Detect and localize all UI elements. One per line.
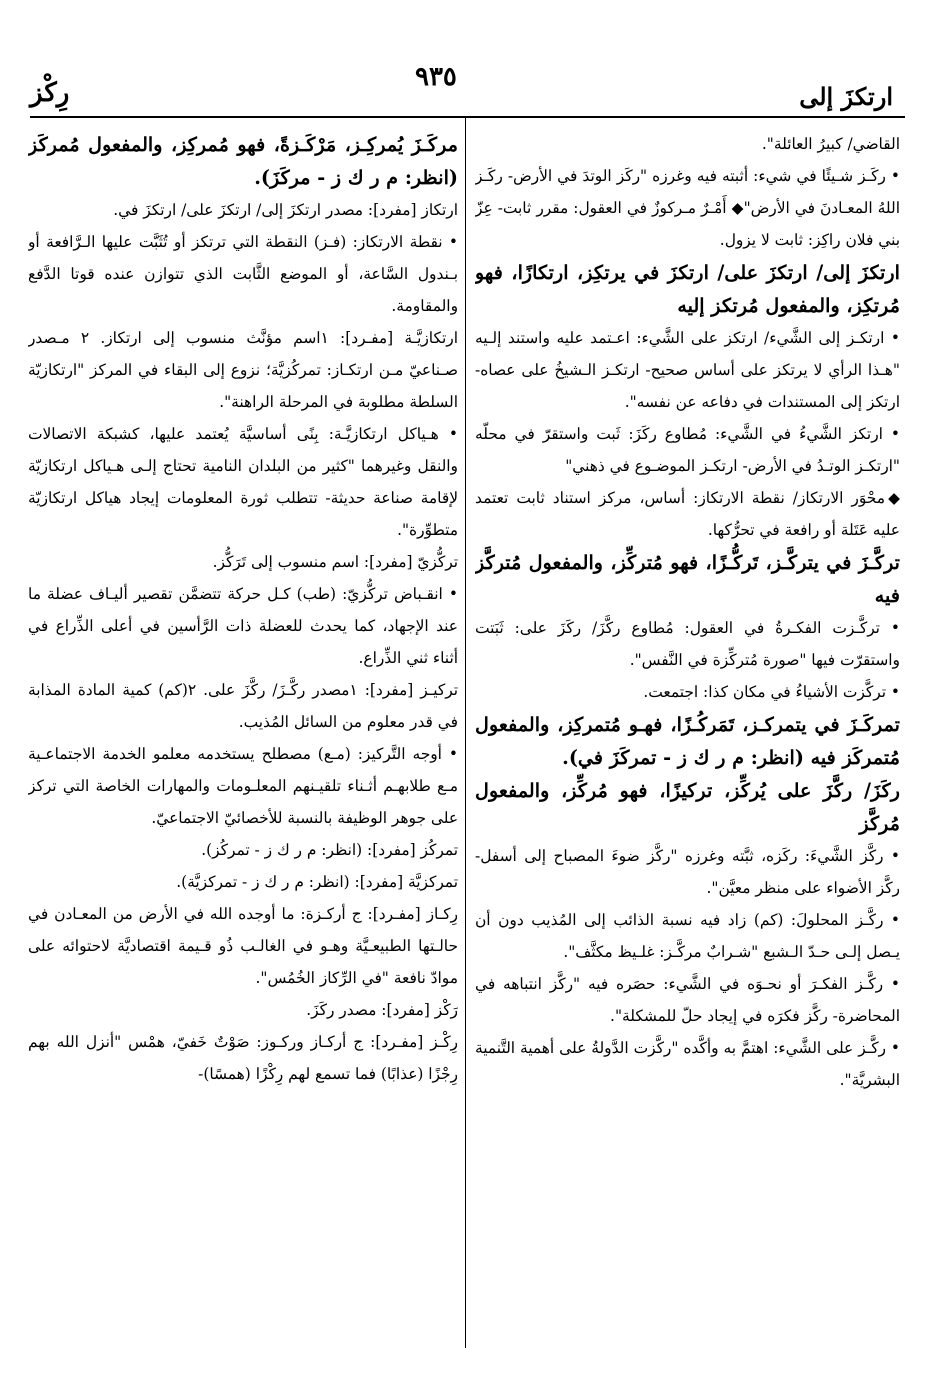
- entry-definition: تركُّزيّ [مفرد]: اسم منسوب إلى تَرَكُّز.: [212, 553, 458, 571]
- entry-sense: • ارتكـز إلى الشَّيء/ ارتكز على الشَّيء: اعـتمد عليه واستند إلـيه "هـذا الرأي لا يرتكز على أساس صحيح- ارتكـز الـشيخُ على عصاه- ارتكز إلى المستندات في دفاعه عن نفسه".: [475, 329, 900, 411]
- entry-sense: • ركَّـز على الشَّيء: اهتمَّ به وأكَّده "ركَّزت الدَّولةُ على أهمية التَّنمية البشريَّة".: [475, 1039, 900, 1089]
- entry-definition: رِكـاز [مفـرد]: ج أركـزة: ما أوجده الله في الأرض من المعـادن في حالـتها الطبيعـيَّة وهـو في الغالـب ذُو قـيمة اقتصاديَّة لاحتوائه على موادّ نافعة "في الرِّكاز الخُمُس".: [28, 905, 458, 987]
- entry-definition: رَكْز [مفرد]: مصدر ركَزَ.: [306, 1001, 458, 1019]
- entry-definition: تمركُز [مفرد]: (انظر: م ر ك ز - تمركُز).: [201, 841, 458, 859]
- entry-headword: ركَزَ/ ركَّزَ على يُركِّز، تركيزًا، فهو مُركِّز، والمفعول مُركَّز: [475, 779, 900, 835]
- entry-definition: رِكْـز [مفـرد]: ج أركـاز وركـوز: صَوْتٌ خَفيّ، همْس "أنزل الله بهم رِجْزًا (عذابًا) فما تسمع لهم رِكْزًا (همسًا)-: [28, 1033, 458, 1083]
- entry-headword: ارتكزَ إلى/ ارتكزَ على/ ارتكزَ في يرتكِز، ارتكازًا، فهو مُرتكِز، والمفعول مُرتكز إليه: [475, 261, 900, 317]
- entry-definition: تركيـز [مفرد]: ١مصدر ركَّـزَ/ ركَّزَ على. ٢(كم) كمية المادة المذابة في قدر معلوم من السائل المُذيب.: [28, 681, 458, 731]
- right-column: [475, 128, 900, 1328]
- entry-sense: • أوجه التَّركيز: (مـع) مصطلح يستخدمه معلمو الخدمة الاجتماعـية مـع طلابهـم أثـناء تلقيـنهم المعلـومات والمهارات الخاصة التي تركز على جوهر الوظيفة بالنسبة للأخصائيّ الاجتماعيّ.: [28, 745, 458, 827]
- page-header: [0, 0, 933, 120]
- entry-sense: • ركَّز الشَّيءَ: ركَزه، ثبَّته وغرزه "ركَّز ضوءَ المصباح إلى أسفل- ركَّز الأضواء على منظر معيَّن".: [475, 847, 900, 897]
- entry-sense: ◆محْوَر الارتكاز/ نقطة الارتكاز: أساس، مركز استناد ثابت تعتمد عليه عَتَلة أو رافعة في تحرُّكها.: [475, 489, 900, 539]
- entry-definition: ارتكازيَّـة [مفـرد]: ١اسم مؤنَّث منسوب إلى ارتكاز. ٢ مـصدر صـناعيّ مـن ارتكـاز: تمركُزيَّة؛ نزوع إلى البقاء في المركز "ارتكازيّة السلطة مطلوبة في المرحلة الراهنة".: [28, 329, 458, 411]
- left-column: [28, 128, 458, 1328]
- header-guide-word-left: رِكْز: [30, 78, 70, 108]
- entry-text: القاضي/ كبيرُ العائلة".: [761, 135, 900, 153]
- entry-definition: ارتكاز [مفرد]: مصدر ارتكزَ إلى/ ارتكزَ على/ ارتكزَ في.: [113, 201, 458, 219]
- entry-headword: تركَّـزَ في يتركَّـز، تَركُّـزًا، فهو مُتركِّز، والمفعول مُتركَّز فيه: [475, 551, 900, 607]
- entry-sense: • ركَّـز الفكـرَ أو نحـوَه في الشَّيء: حصَره فيه "ركَّز انتباهه في المحاضرة- ركَّز فكرَه في إيجاد حلّ للمشكلة".: [475, 975, 900, 1025]
- header-guide-word-right: ارتكزَ إلى: [799, 82, 893, 111]
- entry-sense: • انقـباض تركُّزيّ: (طب) كـل حركة تتضمَّن تقصير أليـاف عضلة ما عند الإجهاد، كما يحدث للعضلة ذات الرَّأسين في أعلى الذِّراع في أثناء ثني الذِّراع.: [28, 585, 458, 667]
- entry-sense: • ركَـز شـيئًا في شيء: أثبته فيه وغرزه "ركَز الوتدَ في الأرض- ركَـز اللهُ المعـادنَ في الأرض"◆ أَمْـرٌ مـركوزٌ في العقول: مقرر ثابت- عِزّ بني فلان راكِز: ثابت لا يزول.: [475, 167, 900, 249]
- page-number: ٩٣٥: [415, 62, 457, 92]
- column-divider: [465, 118, 466, 1348]
- entry-definition: تمركزيَّة [مفرد]: (انظر: م ر ك ز - تمركزيَّة).: [176, 873, 458, 891]
- entry-sense: • ركَّـز المحلولَ: (كم) زاد فيه نسبة الذائب إلى المُذيب دون أن يـصل إلـى حـدّ الـشبع "شـرابٌ مركَّـز: غلـيظ مكثَّف".: [475, 911, 900, 961]
- entry-sense: • ارتكز الشَّيءُ في الشَّيء: مُطاوع ركَزَ: ثَبت واستقرّ في محلّه "ارتكـز الوتـدُ في الأرض- ارتكـز الموضـوع في ذهني": [475, 425, 900, 475]
- entry-headword: مركَـزَ يُمركِـز، مَرْكَـزةً، فهو مُمركِز، والمفعول مُمركَز (انظر: م ر ك ز - مركَزَ).: [28, 133, 458, 189]
- entry-sense: • تركَّزت الأشياءُ في مكان كذا: اجتمعت.: [643, 683, 900, 701]
- entry-sense: • تركَّـزت الفكـرةُ في العقول: مُطاوع ركَّزَ/ ركَزَ على: ثَبَتت واستقرّت فيها "صورة مُتركِّزة في النَّفس".: [475, 619, 900, 669]
- header-rule: [30, 116, 905, 118]
- entry-headword: تمركَـزَ في يتمركـز، تَمَركُـزًا، فهـو مُتمركِز، والمفعول مُتمركَز فيه (انظر: م ر ك ز - تمركَزَ في).: [475, 713, 900, 769]
- entry-sense: • نقطة الارتكاز: (فـز) النقطة التي ترتكز أو تُثَبَّت عليها الـرَّافعة أو بـندول السَّاعة، أو الموضع الثَّابت الذي تتوازن عنده قوتا الدَّفع والمقاومة.: [28, 233, 458, 315]
- entry-sense: • هـياكل ارتكازيَّـة: بِنًى أساسيَّة يُعتمد عليها، كشبكة الاتصالات والنقل وغيرهما "كثير من البلدان النامية تحتاج إلـى هـياكل ارتكازيّة لإقامة صناعة حديثة- تتطلب ثورة المعلومات إيجاد هياكل ارتكازيّة متطوِّرة".: [28, 425, 458, 539]
